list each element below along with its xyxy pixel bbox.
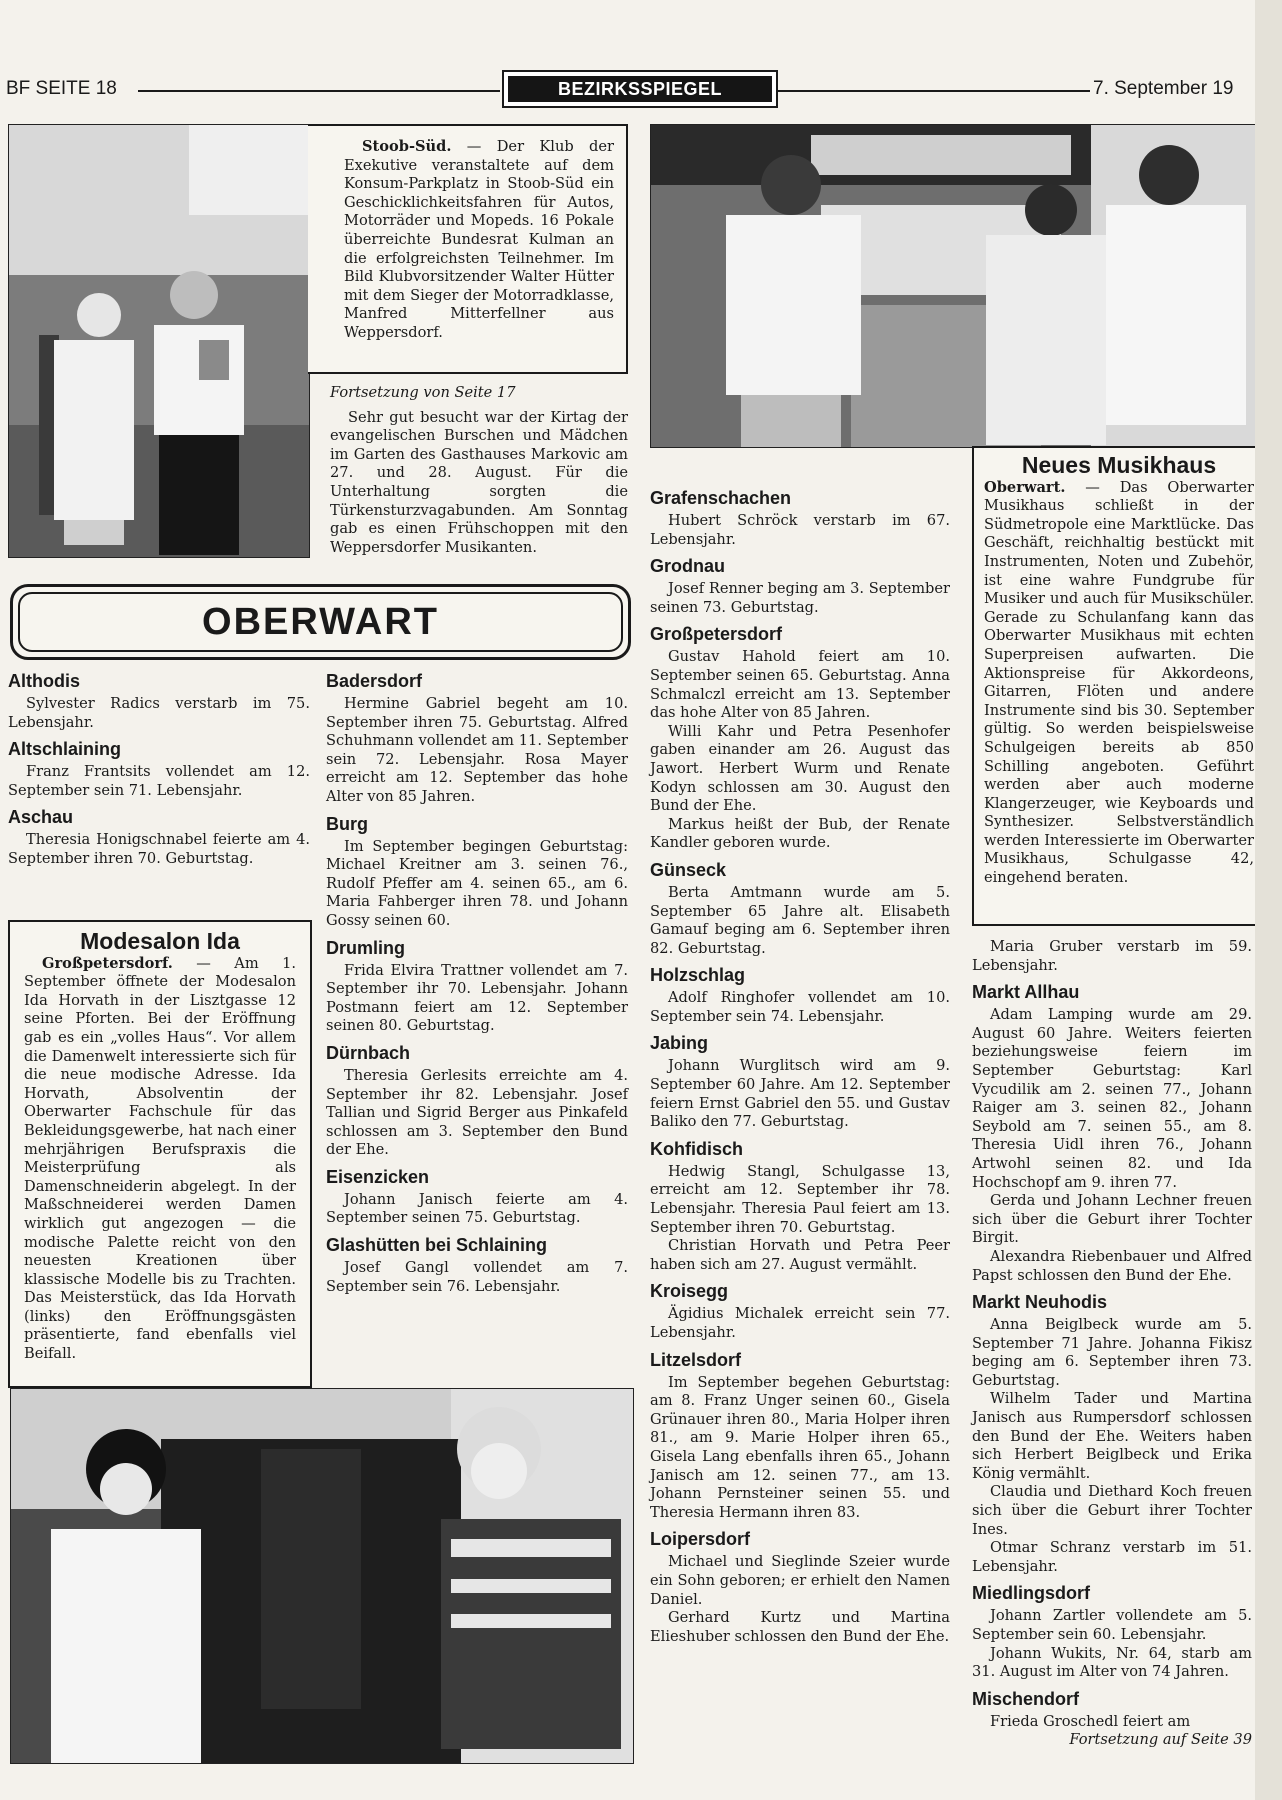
place-heading: Markt Neuhodis <box>972 1292 1108 1313</box>
musikhaus-text: — Das Oberwarter Musikhaus schließt in der Südmetropole eine Marktlücke. Das Geschäft, reichhaltig bestückt mit Instrumenten, Noten und Zubehör, ist eine wahre Fundgrube für Musiker und auch für Musikschüler. Gerade zu Schulanfang kann das Oberwarter Musikhaus mit echten Superpreisen aufwarten. Die Aktionspreise für Akkordeons, Gitarren, Flöten und andere Instrumente sind bis 30. September gültig. So werden beispielsweise Schulgeigen bereits ab 850 Schilling angeboten. Geführt werden aber auch moderne Klangerzeuger, wie Keyboards und Synthesizer. Selbstverständlich werden Interessierte im Oberwarter Musikhaus, Schulgasse 42, eingehend beraten. <box>984 478 1254 887</box>
place-heading: Großpetersdorf <box>650 624 783 645</box>
place-heading: Badersdorf <box>326 671 423 691</box>
place-heading: Glashütten bei Schlaining <box>326 1235 548 1256</box>
page-number: BF SEITE 18 <box>6 78 117 99</box>
place-heading: Altschlaining <box>8 739 122 760</box>
entry-text: Willi Kahr und Petra Pesenhofer gaben einander am 26. August das Jawort. Herbert Wurm und Renate Kodyn schlossen am 30. August den Bund der Ehe. <box>650 722 950 815</box>
place-heading: Kroisegg <box>650 1281 729 1302</box>
place-heading: Litzelsdorf <box>650 1349 742 1370</box>
box-title: Neues Musikhaus <box>1021 452 1217 478</box>
place-heading: Dürnbach <box>326 1042 411 1063</box>
modesalon-lead: Großpetersdorf. <box>42 954 173 972</box>
entry-text: Adolf Ringhofer vollendet am 10. September sein 74. Lebensjahr. <box>650 989 950 1025</box>
entry-text: Johann Wukits, Nr. 64, starb am 31. August im Alter von 74 Jahren. <box>972 1644 1252 1681</box>
page-edge <box>1255 0 1282 1800</box>
article-kirtag <box>330 384 628 557</box>
entry-text: Berta Amtmann wurde am 5. September 65 Jahre alt. Elisabeth Gamauf beging am 6. September ihren 82. Geburtstag. <box>650 883 950 957</box>
place-heading: Loipersdorf <box>650 1529 751 1550</box>
entry-text: Ägidius Michalek erreicht sein 77. Lebensjahr. <box>650 1305 950 1341</box>
photo-fashion-salon <box>10 1388 634 1764</box>
musikhaus-lead: Oberwart. <box>984 478 1066 496</box>
entry-text: Markus heißt der Bub, der Renate Kandler geboren wurde. <box>650 815 950 852</box>
box-title: Modesalon Ida <box>80 928 240 954</box>
place-heading: Grafenschachen <box>650 488 792 508</box>
entry-text: Otmar Schranz verstarb im 51. Lebensjahr. <box>972 1539 1252 1575</box>
place-heading: Miedlingsdorf <box>972 1583 1090 1604</box>
entry-text: Gerda und Johann Lechner freuen sich über die Geburt ihrer Tochter Birgit. <box>972 1192 1252 1247</box>
entry-text: Claudia und Diethard Koch freuen sich über die Geburt ihrer Tochter Ines. <box>972 1483 1252 1538</box>
kirtag-text: Sehr gut besucht war der Kirtag der evangelischen Burschen und Mädchen im Garten des Gasthauses Markovic am 27. und 28. August. Für die Unterhaltung sorgten die Türkensturzvagabunden. Am Sonntag gab es einen Frühschoppen mit den Weppersdorfer Musikanten. <box>330 408 628 556</box>
modesalon-content <box>24 928 296 1364</box>
entry-text: Hedwig Stangl, Schulgasse 13, erreicht am 12. September ihr 78. Lebensjahr. Theresia Paul feiert am 13. September ihren 70. Geburtstag. <box>650 1162 950 1236</box>
section-title: OBERWART <box>202 601 439 643</box>
photo-image <box>11 1389 633 1763</box>
photo-music-shop <box>650 124 1257 448</box>
place-heading: Eisenzicken <box>326 1166 430 1187</box>
musikhaus-content <box>984 452 1254 888</box>
entry-text: Christian Horvath und Petra Peer haben sich am 27. August vermählt. <box>650 1237 950 1273</box>
issue-date: 7. September 19 <box>1093 78 1234 99</box>
section-header-frame <box>18 592 623 652</box>
place-heading: Grodnau <box>650 556 725 577</box>
photo-image <box>651 125 1256 447</box>
caption-stoob <box>344 138 614 343</box>
entry-text: Adam Lamping wurde am 29. August 60 Jahre. Weiters feierten beziehungsweise feiern im September Geburtstag: Karl Vycudilik am 2. seinen 77., Johann Raiger am 3. seinen 82., Johann Seybold am 7. seinen 55., am 8. Theresia Uidl ihren 76., Johann Artwohl seinen 82. und Ida Hochschopf am 9. ihren 77. <box>972 1006 1252 1191</box>
entry-text: Gustav Hahold feiert am 10. September seinen 65. Geburtstag. Anna Schmalczl erreicht am 13. September das hohe Alter von 85 Jahren. <box>650 648 950 722</box>
column-3 <box>650 487 950 1646</box>
column-4 <box>972 938 1252 1750</box>
place-heading: Althodis <box>8 671 80 691</box>
entry-text: Hubert Schröck verstarb im 67. Lebensjahr. <box>650 512 950 548</box>
entry-text: Theresia Gerlesits erreichte am 4. September ihr 82. Lebensjahr. Josef Tallian und Sigrid Berger aus Pinkafeld schlossen am 3. September den Bund der Ehe. <box>326 1066 628 1159</box>
photo-motorcycle-winners <box>8 124 310 558</box>
entry-text: Wilhelm Tader und Martina Janisch aus Rumpersdorf schlossen den Bund der Ehe. Weiters haben sich Herbert Beiglbeck und Erika König vermählt. <box>972 1390 1252 1482</box>
column-2 <box>326 670 628 1296</box>
place-heading: Drumling <box>326 937 405 958</box>
entry-text: Theresia Honigschnabel feierte am 4. September ihren 70. Geburtstag. <box>8 831 310 867</box>
entry-text: Alexandra Riebenbauer und Alfred Papst schlossen den Bund der Ehe. <box>972 1247 1252 1284</box>
entry-text: Franz Frantsits vollendet am 12. September sein 71. Lebensjahr. <box>8 763 310 799</box>
column-1 <box>8 670 310 869</box>
entry-text: Anna Beiglbeck wurde am 5. September 71 Jahre. Johanna Fikisz beging am 6. September ihren 73. Geburtstag. <box>972 1316 1252 1389</box>
box-musikhaus <box>972 446 1257 926</box>
photo-image <box>9 125 309 557</box>
entry-text: Johann Wurglitsch wird am 9. September 60 Jahre. Am 12. September feiern Ernst Gabriel den 55. und Gustav Baliko den 77. Geburtstag. <box>650 1057 950 1131</box>
section-banner <box>502 70 778 108</box>
header-rule-left <box>138 90 500 92</box>
entry-text: Gerhard Kurtz und Martina Elieshuber schlossen den Bund der Ehe. <box>650 1609 950 1645</box>
place-heading: Günseck <box>650 859 727 880</box>
continuation-to: Fortsetzung auf Seite 39 <box>1069 1731 1252 1749</box>
modesalon-text: — Am 1. September öffnete der Modesalon Ida Horvath in der Lisztgasse 12 seine Pforten. Bei der Eröffnung gab es ein „volles Haus“. Vor allem die Damenwelt interessierte sich für die neue modische Adresse. Ida Horvath, Absolventin der Oberwarter Fachschule für das Bekleidungsgewerbe, hat nach einer mehrjährigen Berufspraxis die Meisterprüfung als Damenschneiderin abgelegt. In der Maßschneiderei werden Damen wirklich gut angezogen — die modische Palette reicht von den neuesten Kreationen über klassische Modelle bis zu Trachten. Das Meisterstück, das Ida Horvath (links) den Eröffnungsgästen präsentierte, fand ebenfalls viel Beifall. <box>24 954 296 1363</box>
entry-text: Im September begehen Geburtstag: am 8. Franz Unger seinen 60., Gisela Grünauer ihren 80., Maria Holper ihren 81., am 9. Marie Holper ihren 65., Gisela Lang ebenfalls ihren 65., Johann Janisch am 12. seinen 77., am 13. Johann Pernsteiner seinen 55. und Theresia Hermann ihren 83. <box>650 1373 950 1521</box>
entry-text: Josef Gangl vollendet am 7. September sein 76. Lebensjahr. <box>326 1259 628 1295</box>
place-heading: Mischendorf <box>972 1688 1080 1709</box>
caption-box-stoob <box>308 124 628 374</box>
entry-text: Hermine Gabriel begeht am 10. September ihren 75. Geburtstag. Alfred Schuhmann vollendet am 11. September sein 72. Lebensjahr. Rosa Mayer erreicht am 12. September das hohe Alter von 85 Jahren. <box>326 695 628 805</box>
entry-text: Maria Gruber verstarb im 59. Lebensjahr. <box>972 938 1252 974</box>
entry-text: Michael und Sieglinde Szeier wurde ein Sohn geboren; er erhielt den Namen Daniel. <box>650 1553 950 1608</box>
entry-text: Frida Elvira Trattner vollendet am 7. September ihr 70. Lebensjahr. Johann Postmann feiert am 12. September seinen 80. Geburtstag. <box>326 961 628 1035</box>
entry-text: Johann Janisch feierte am 4. September seinen 75. Geburtstag. <box>326 1190 628 1227</box>
place-heading: Kohfidisch <box>650 1138 743 1159</box>
caption-stoob-text: — Der Klub der Exekutive veranstaltete auf dem Konsum-Parkplatz in Stoob-Süd ein Geschicklichkeitsfahren für Autos, Motorräder und Mopeds. 16 Pokale überreichte Bundesrat Kulman an die erfolgreichsten Teilnehmer. Im Bild Klubvorsitzender Walter Hütter mit dem Sieger der Motorradklasse, Manfred Mitterfellner aus Weppersdorf. <box>344 138 614 341</box>
place-heading: Jabing <box>650 1033 709 1054</box>
entry-text: Johann Zartler vollendete am 5. September sein 60. Lebensjahr. <box>972 1607 1252 1643</box>
box-modesalon <box>8 920 312 1388</box>
entry-text: Sylvester Radics verstarb im 75. Lebensjahr. <box>8 695 310 731</box>
caption-stoob-lead: Stoob-Süd. <box>362 138 452 155</box>
entry-text: Frieda Groschedl feiert am <box>990 1712 1191 1730</box>
section-header-oberwart <box>10 584 631 660</box>
continuation-from: Fortsetzung von Seite 17 <box>330 384 516 401</box>
entry-text: Josef Renner beging am 3. September seinen 73. Geburtstag. <box>650 580 950 616</box>
place-heading: Holzschlag <box>650 965 746 986</box>
header-rule-right <box>776 90 1090 92</box>
entry-text: Im September begingen Geburtstag: Michael Kreitner am 3. seinen 76., Rudolf Pfeffer am 4. seinen 65., am 6. Maria Fahberger ihren 78. und Johann Gossy seinen 60. <box>326 837 628 929</box>
place-heading: Aschau <box>8 807 74 828</box>
banner-label: BEZIRKSSPIEGEL <box>508 76 772 102</box>
place-heading: Markt Allhau <box>972 982 1080 1003</box>
place-heading: Burg <box>326 813 368 834</box>
